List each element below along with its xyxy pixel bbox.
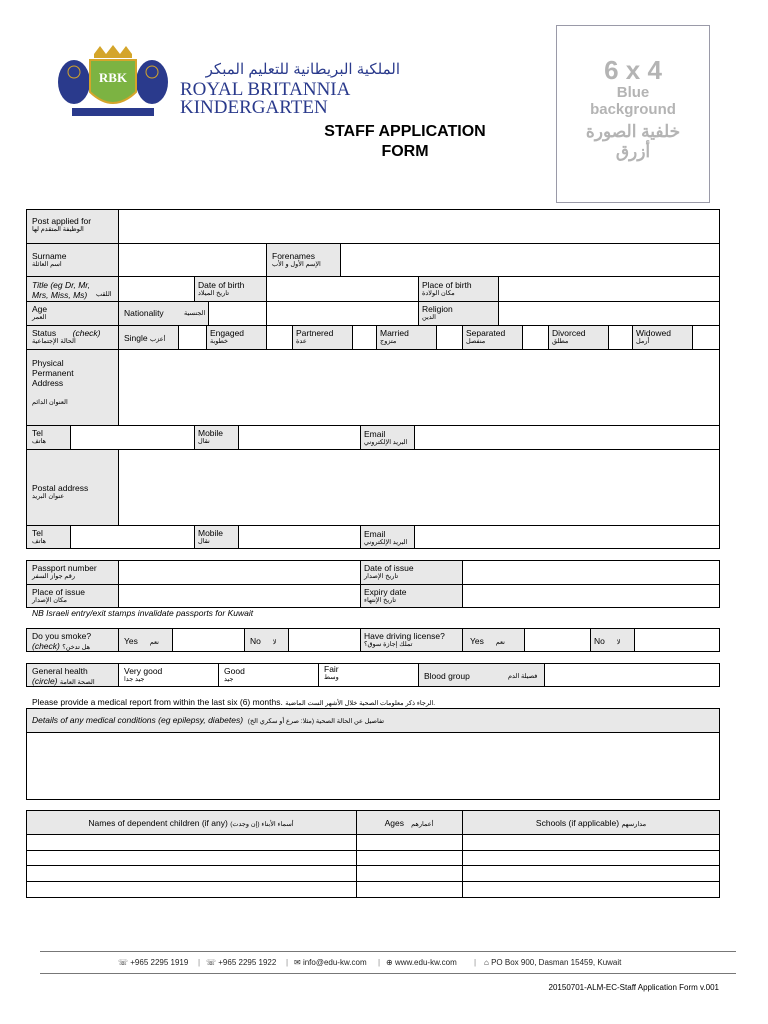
- passport-number-label: Passport number: [32, 563, 97, 573]
- general-health-label: General health: [32, 666, 88, 676]
- dob-input[interactable]: [267, 277, 417, 300]
- religion-label: Religion: [422, 304, 453, 314]
- table-row[interactable]: [27, 882, 719, 897]
- passport-number-label-ar: رقم جواز السفر: [32, 573, 75, 580]
- footer-web[interactable]: www.edu-kw.com: [394, 958, 457, 967]
- separated-label-ar: منفصل: [466, 338, 486, 345]
- engaged-checkbox[interactable]: [267, 326, 291, 349]
- table-row[interactable]: [27, 851, 719, 864]
- issue-date-label: Date of issue: [364, 563, 414, 573]
- postal-address-label-ar: عنوان البريد: [32, 493, 65, 500]
- email2-label: Email: [364, 529, 386, 539]
- dob-label-ar: تاريخ الميلاد: [198, 290, 230, 297]
- email2-input[interactable]: [415, 526, 719, 548]
- status-label-ar: الحالة الإجتماعية: [32, 338, 76, 345]
- good-label: Good: [224, 666, 245, 676]
- title-label: Title (eg Dr, Mr, Mrs, Miss, Ms): [32, 280, 91, 300]
- tel2-input[interactable]: [71, 526, 193, 548]
- footer-address: PO Box 900, Dasman 15459, Kuwait: [491, 958, 622, 967]
- issue-place-input[interactable]: [119, 585, 359, 607]
- partnered-checkbox[interactable]: [353, 326, 375, 349]
- mobile-input[interactable]: [239, 426, 359, 448]
- globe-icon: ⊕: [386, 958, 393, 967]
- table-row[interactable]: [27, 866, 719, 880]
- logo-text: RBK: [98, 70, 128, 85]
- photo-arabic2: أزرق: [615, 142, 651, 161]
- medical-report-note: Please provide a medical report from within the last six (6) months.: [32, 697, 283, 707]
- surname-input[interactable]: [119, 244, 265, 275]
- photo-line3: background: [590, 101, 676, 118]
- smoke-yes-checkbox[interactable]: [173, 629, 243, 651]
- mobile2-label-ar: نقال: [198, 538, 210, 545]
- medical-details-label-ar: تفاصيل عن الحالة الصحية (مثلا: صرع أو سكري الخ): [247, 718, 385, 725]
- children-ages-header: Ages: [384, 818, 404, 828]
- photo-line2: Blue: [616, 84, 650, 101]
- children-names-header: Names of dependent children (if any): [88, 818, 228, 828]
- children-schools-header: Schools (if applicable): [535, 818, 620, 828]
- smoke-no-label-ar: لا: [272, 639, 277, 646]
- nationality-input[interactable]: [209, 302, 417, 324]
- issue-date-label-ar: تاريخ الإصدار: [364, 573, 399, 580]
- mobile2-input[interactable]: [239, 526, 359, 548]
- mobile2-label: Mobile: [198, 528, 224, 538]
- email-label-ar: البريد الإلكتروني: [364, 439, 408, 446]
- postal-address-label: Postal address: [32, 483, 89, 493]
- children-names-header-ar: أسماء الأبناء (إن وجدت): [230, 821, 294, 828]
- blood-group-label-ar: فصيلة الدم: [508, 673, 538, 680]
- medical-details-input[interactable]: [27, 733, 719, 799]
- photo-arabic1: خلفية الصورة: [585, 122, 681, 141]
- religion-label-ar: الدين: [422, 314, 436, 321]
- license-no-label-ar: لا: [616, 639, 621, 646]
- widowed-label: Widowed: [636, 328, 671, 338]
- expiry-label: Expiry date: [364, 587, 407, 597]
- forenames-label-ar: الإسم الأول و الأب: [272, 261, 321, 268]
- fair-option[interactable]: [324, 664, 339, 682]
- smoke-label-ar: هل تدخن؟: [62, 644, 91, 651]
- nationality-label-ar: الجنسية: [184, 310, 206, 317]
- physical-address-label-3: Address: [32, 378, 64, 388]
- religion-input[interactable]: [499, 302, 719, 324]
- status-check-label: (check): [72, 328, 101, 338]
- partnered-label-ar: عدة: [296, 338, 307, 345]
- smoke-yes-label-ar: نعم: [149, 639, 159, 646]
- email-input[interactable]: [415, 426, 719, 448]
- divorced-checkbox[interactable]: [609, 326, 631, 349]
- email2-label-ar: البريد الإلكتروني: [364, 539, 408, 546]
- mail-icon: ✉: [294, 958, 301, 967]
- form-title: [300, 122, 510, 162]
- good-option[interactable]: [224, 666, 245, 684]
- fax-icon: ☏: [206, 958, 217, 967]
- children-schools-header-ar: مدارسهم: [621, 821, 647, 828]
- divorced-label-ar: مطلق: [552, 338, 569, 345]
- mobile-label: Mobile: [198, 428, 224, 438]
- photo-box[interactable]: [556, 25, 710, 203]
- nationality-label: Nationality: [124, 308, 164, 318]
- org-name-line2: KINDERGARTEN: [180, 97, 328, 118]
- age-label: Age: [32, 304, 48, 314]
- divorced-label: Divorced: [552, 328, 586, 338]
- separated-label: Separated: [466, 328, 506, 338]
- issue-date-input[interactable]: [463, 561, 719, 583]
- separated-checkbox[interactable]: [523, 326, 547, 349]
- engaged-label-ar: خطوبة: [210, 338, 229, 345]
- tel-label: Tel: [32, 428, 43, 438]
- license-no-label: No: [594, 636, 605, 646]
- age-label-ar: العمر: [32, 314, 47, 321]
- email-label: Email: [364, 429, 386, 439]
- tel-input[interactable]: [71, 426, 193, 448]
- table-row[interactable]: [27, 835, 719, 849]
- form-title-line2: FORM: [381, 143, 429, 160]
- single-label: Single: [124, 333, 148, 343]
- post-applied-label: Post applied for: [32, 216, 92, 226]
- form-title-line1: STAFF APPLICATION: [324, 123, 486, 140]
- smoke-label: Do you smoke?: [32, 631, 92, 641]
- smoke-no-label: No: [250, 636, 261, 646]
- license-yes-checkbox[interactable]: [525, 629, 589, 651]
- blood-group-input[interactable]: [545, 664, 719, 686]
- issue-place-label: Place of issue: [32, 587, 85, 597]
- married-checkbox[interactable]: [437, 326, 461, 349]
- fair-label-ar: وسط: [324, 674, 339, 681]
- children-ages-header-ar: أعمارهم: [411, 821, 434, 828]
- tel-label-ar: هاتف: [32, 438, 46, 445]
- org-name-arabic: الملكية البريطانية للتعليم المبكر: [205, 61, 400, 78]
- physical-address-label-ar: العنوان الدائم: [32, 399, 68, 406]
- passport-note: NB Israeli entry/exit stamps invalidate passports for Kuwait: [32, 608, 254, 618]
- title-label-ar: اللقب: [96, 291, 112, 298]
- good-label-ar: جيد: [224, 676, 234, 683]
- expiry-input[interactable]: [463, 585, 719, 607]
- widowed-label-ar: أرمل: [636, 338, 650, 345]
- smoke-check-label: (check): [32, 641, 60, 651]
- partnered-label: Partnered: [296, 328, 334, 338]
- engaged-label: Engaged: [210, 328, 245, 338]
- tel2-label-ar: هاتف: [32, 538, 46, 545]
- smoke-yes-label: Yes: [124, 636, 138, 646]
- surname-label-ar: اسم العائلة: [32, 261, 62, 268]
- photo-size: 6 x 4: [604, 55, 662, 85]
- single-label-ar: أعزب: [150, 336, 166, 343]
- fair-label: Fair: [324, 664, 339, 674]
- license-label-ar: تملك إجازة سوق؟: [364, 641, 413, 648]
- married-label: Married: [380, 328, 409, 338]
- issue-place-label-ar: مكان الإصدار: [32, 597, 68, 604]
- smoke-no-checkbox[interactable]: [289, 629, 359, 651]
- footer-phone2: +965 2295 1922: [218, 958, 277, 967]
- pob-input[interactable]: [499, 277, 719, 300]
- pob-label-ar: مكان الولادة: [422, 290, 455, 297]
- title-input[interactable]: [119, 277, 193, 300]
- license-yes-label: Yes: [470, 636, 484, 646]
- tel2-label: Tel: [32, 528, 43, 538]
- general-health-circle: (circle): [32, 676, 58, 686]
- married-label-ar: متزوج: [380, 338, 397, 345]
- license-no-checkbox[interactable]: [635, 629, 719, 651]
- logo: [52, 44, 174, 124]
- dob-label: Date of birth: [198, 280, 245, 290]
- postal-address-input[interactable]: [119, 450, 719, 524]
- physical-address-input[interactable]: [119, 351, 719, 424]
- physical-address-label-1: Physical: [32, 358, 64, 368]
- very-good-option[interactable]: [124, 666, 162, 684]
- single-checkbox[interactable]: [179, 326, 205, 349]
- mobile-label-ar: نقال: [198, 438, 210, 445]
- org-name-line1: ROYAL BRITANNIA: [180, 79, 351, 100]
- forenames-label: Forenames: [272, 251, 315, 261]
- medical-details-label: Details of any medical conditions (eg epilepsy, diabetes): [32, 715, 244, 725]
- physical-address-label-2: Permanent: [32, 368, 74, 378]
- phone-icon: ☏: [118, 958, 129, 967]
- passport-number-input[interactable]: [119, 561, 359, 583]
- medical-report-note-ar: الرجاء ذكر معلومات الصحية خلال الأشهر الست الماضية.: [285, 700, 436, 707]
- expiry-label-ar: تاريخ الإنتهاء: [364, 597, 397, 604]
- location-icon: ⌂: [484, 958, 489, 967]
- pob-label: Place of birth: [422, 280, 472, 290]
- document-code: 20150701-ALM-EC-Staff Application Form v.001: [548, 983, 719, 992]
- status-label: Status: [32, 328, 57, 338]
- very-good-label-ar: جيد جدا: [124, 676, 145, 683]
- widowed-checkbox[interactable]: [693, 326, 719, 349]
- forenames-input[interactable]: [341, 244, 719, 275]
- very-good-label: Very good: [124, 666, 163, 676]
- blood-group-label: Blood group: [424, 671, 470, 681]
- surname-label: Surname: [32, 251, 67, 261]
- post-applied-input[interactable]: [119, 210, 719, 242]
- general-health-label-ar: الصحة العامة: [59, 679, 95, 686]
- license-label: Have driving license?: [364, 631, 445, 641]
- footer-email[interactable]: info@edu-kw.com: [302, 958, 367, 967]
- footer-phone1: +965 2295 1919: [130, 958, 189, 967]
- license-yes-label-ar: نعم: [495, 639, 505, 646]
- post-applied-label-ar: الوظيفة المتقدم لها: [32, 226, 84, 233]
